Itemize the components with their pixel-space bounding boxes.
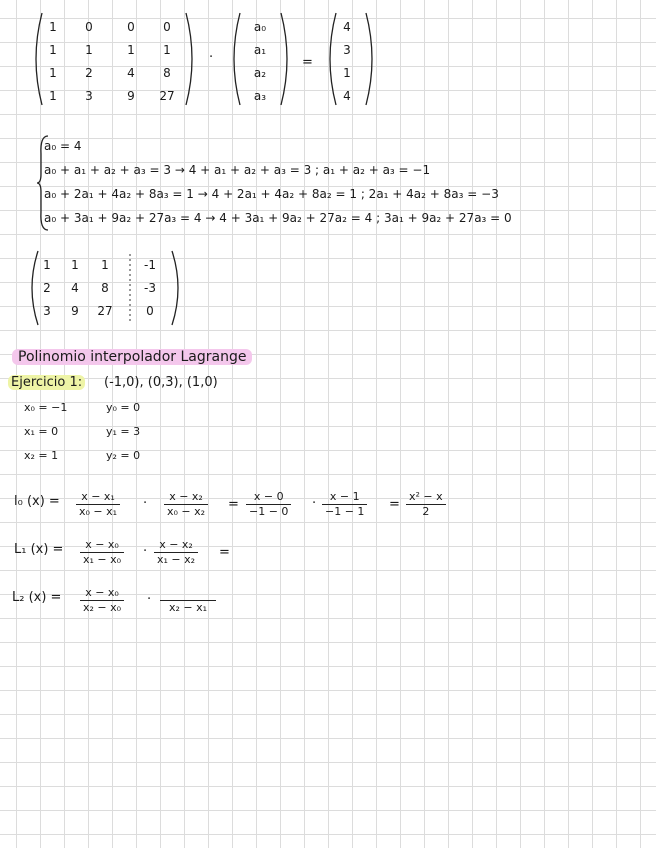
fraction-numerator: x − x₀ xyxy=(85,586,119,599)
matrix-cell: 1 xyxy=(85,43,93,57)
augment-divider xyxy=(128,252,132,324)
l0-fraction-2 xyxy=(164,490,208,519)
matrix-cell: 2 xyxy=(85,66,93,80)
matrix-cell: 1 xyxy=(49,89,57,103)
matrix-cell: 0 xyxy=(127,20,135,34)
matrix-cell: 27 xyxy=(159,89,175,103)
vector-cell: a₁ xyxy=(253,43,267,57)
equation-line: a₀ + 3a₁ + 9a₂ + 27a₃ = 4 → 4 + 3a₁ + 9a₂ + 27a₂ = 4 ; 3a₁ + 9a₂ + 27a₃ = 0 xyxy=(44,211,512,225)
y-value: y₂ = 0 xyxy=(106,449,141,462)
matrix-cell: 4 xyxy=(127,66,135,80)
fraction-numerator: x − 1 xyxy=(329,490,360,503)
matrix-cell: 1 xyxy=(43,258,51,272)
section-title-text: Polinomio interpolador Lagrange xyxy=(12,349,252,365)
matrix-cell: 0 xyxy=(85,20,93,34)
matrix-cell: 3 xyxy=(85,89,93,103)
matrix-cell: 8 xyxy=(101,281,109,295)
matrix-cell: 1 xyxy=(127,43,135,57)
l1-fraction-2 xyxy=(154,538,198,567)
exercise-points: (-1,0), (0,3), (1,0) xyxy=(104,375,218,390)
exercise-label-text: Ejercicio 1: xyxy=(8,375,85,390)
vector-cell: 4 xyxy=(343,20,351,34)
l1-lhs: L₁ (x) = xyxy=(14,542,64,557)
fraction-numerator: x − 0 xyxy=(253,490,284,503)
equals-sign: = xyxy=(219,545,230,560)
matrix-cell: 1 xyxy=(71,258,79,272)
right-paren xyxy=(170,250,182,326)
multiply-dot: · xyxy=(147,592,152,607)
equals-sign: = xyxy=(228,497,239,512)
matrix-cell: 3 xyxy=(43,304,51,318)
right-paren xyxy=(184,12,196,106)
l0-fraction-4 xyxy=(322,490,367,519)
left-paren xyxy=(230,12,242,106)
x-value: x₂ = 1 xyxy=(24,449,59,462)
vector-cell: 4 xyxy=(343,89,351,103)
fraction-denominator: x₀ − x₁ xyxy=(76,504,120,519)
matrix-cell: 9 xyxy=(127,89,135,103)
matrix-cell: -3 xyxy=(144,281,156,295)
equation-line: a₀ = 4 xyxy=(44,139,82,153)
equals-sign: = xyxy=(389,497,400,512)
fraction-numerator: x − x₁ xyxy=(81,490,115,503)
matrix-cell: 4 xyxy=(71,281,79,295)
fraction-denominator: x₀ − x₂ xyxy=(164,504,208,519)
multiply-dot: · xyxy=(209,50,214,65)
right-paren xyxy=(364,12,376,106)
vector-cell: 1 xyxy=(343,66,351,80)
fraction-numerator: x − x₂ xyxy=(169,490,203,503)
matrix-cell: 0 xyxy=(146,304,154,318)
matrix-cell: 1 xyxy=(49,66,57,80)
section-title xyxy=(12,350,252,365)
matrix-cell: 1 xyxy=(49,20,57,34)
fraction-denominator: x₁ − x₀ xyxy=(80,552,124,567)
fraction-denominator: 2 xyxy=(406,504,446,519)
fraction-denominator: x₂ − x₀ xyxy=(80,600,124,615)
l0-lhs: l₀ (x) = xyxy=(14,494,60,509)
equals-sign: = xyxy=(302,55,313,70)
l2-fraction-2 xyxy=(160,586,216,615)
l0-fraction-result xyxy=(406,490,446,519)
x-value: x₁ = 0 xyxy=(24,425,59,438)
fraction-numerator: x − x₀ xyxy=(85,538,119,551)
l0-fraction-3 xyxy=(246,490,291,519)
matrix-cell: 0 xyxy=(163,20,171,34)
fraction-denominator: x₂ − x₁ xyxy=(160,600,216,615)
fraction-denominator: −1 − 0 xyxy=(246,504,291,519)
l2-fraction-1 xyxy=(80,586,124,615)
fraction-numerator: x² − x xyxy=(409,490,443,503)
matrix-cell: 8 xyxy=(163,66,171,80)
vector-cell: a₃ xyxy=(253,89,267,103)
right-paren xyxy=(279,12,291,106)
matrix-cell: -1 xyxy=(144,258,156,272)
l2-lhs: L₂ (x) = xyxy=(12,590,62,605)
matrix-cell: 1 xyxy=(49,43,57,57)
fraction-denominator: −1 − 1 xyxy=(322,504,367,519)
matrix-cell: 27 xyxy=(97,304,113,318)
vector-cell: a₂ xyxy=(253,66,267,80)
fraction-numerator: x − x₂ xyxy=(159,538,193,551)
l0-fraction-1 xyxy=(76,490,120,519)
matrix-cell: 1 xyxy=(101,258,109,272)
fraction-numerator xyxy=(160,586,216,600)
matrix-cell: 2 xyxy=(43,281,51,295)
exercise-label xyxy=(8,375,85,390)
multiply-dot: · xyxy=(143,496,148,511)
y-value: y₀ = 0 xyxy=(106,401,141,414)
multiply-dot: · xyxy=(312,496,317,511)
equation-line: a₀ + 2a₁ + 4a₂ + 8a₃ = 1 → 4 + 2a₁ + 4a₂ + 8a₂ = 1 ; 2a₁ + 4a₂ + 8a₃ = −3 xyxy=(44,187,499,201)
equation-line: a₀ + a₁ + a₂ + a₃ = 3 → 4 + a₁ + a₂ + a₃ = 3 ; a₁ + a₂ + a₃ = −1 xyxy=(44,163,431,177)
fraction-denominator: x₁ − x₂ xyxy=(154,552,198,567)
multiply-dot: · xyxy=(143,544,148,559)
matrix-cell: 9 xyxy=(71,304,79,318)
l1-fraction-1 xyxy=(80,538,124,567)
y-value: y₁ = 3 xyxy=(106,425,141,438)
matrix-cell: 1 xyxy=(163,43,171,57)
vector-cell: a₀ xyxy=(253,20,267,34)
vector-cell: 3 xyxy=(343,43,351,57)
x-value: x₀ = −1 xyxy=(24,401,68,414)
